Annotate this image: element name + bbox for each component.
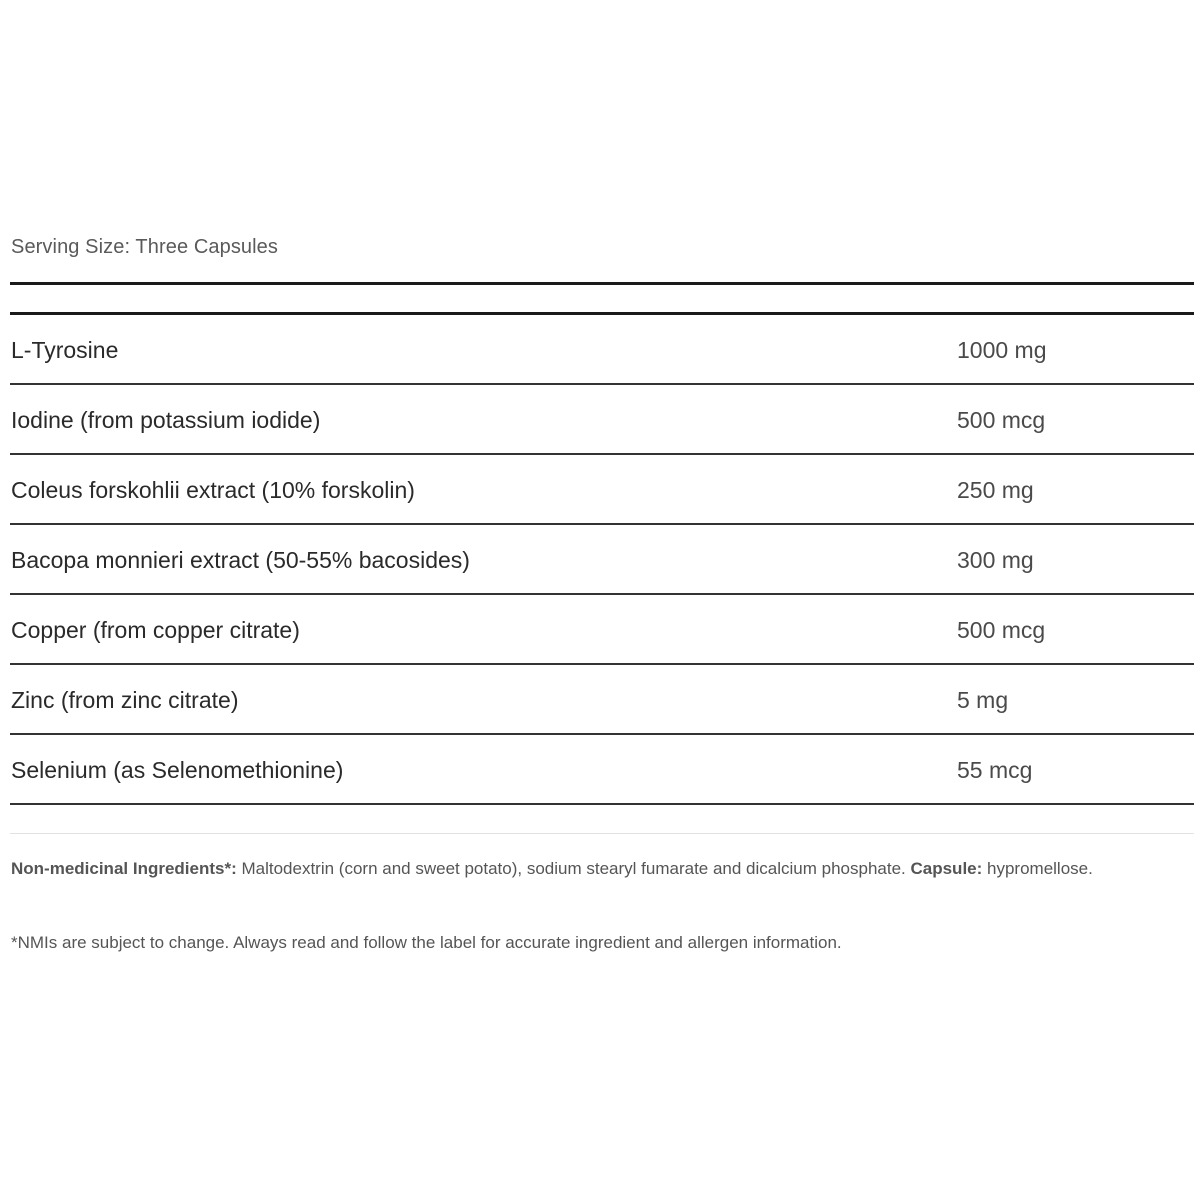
nmi-label: Non-medicinal Ingredients*: xyxy=(11,859,237,878)
ingredient-amount: 300 mg xyxy=(957,547,1034,573)
footnote: *NMIs are subject to change. Always read and follow the label for accurate ingredient and allergen information. xyxy=(11,933,842,952)
table-row xyxy=(10,735,1194,805)
non-medicinal-ingredients xyxy=(11,859,1200,879)
ingredient-name: L-Tyrosine xyxy=(11,337,119,363)
ingredient-name: Bacopa monnieri extract (50-55% bacosides) xyxy=(11,547,470,573)
ingredient-name: Selenium (as Selenomethionine) xyxy=(11,757,344,783)
table-row xyxy=(10,315,1194,385)
nmi-text: Maltodextrin (corn and sweet potato), sodium stearyl fumarate and dicalcium phosphate. xyxy=(236,859,911,878)
serving-size: Serving Size: Three Capsules xyxy=(11,236,279,258)
table-row xyxy=(10,455,1194,525)
capsule-label: Capsule: xyxy=(910,859,983,878)
table-row xyxy=(10,665,1194,735)
ingredient-amount: 250 mg xyxy=(957,477,1034,503)
table-row xyxy=(10,595,1194,665)
ingredient-amount: 500 mcg xyxy=(957,407,1046,433)
ingredient-name: Copper (from copper citrate) xyxy=(11,617,300,643)
capsule-text: hypromellose. xyxy=(982,859,1093,878)
ingredient-amount: 55 mcg xyxy=(957,757,1033,783)
ingredient-amount: 1000 mg xyxy=(957,337,1047,363)
divider-top xyxy=(10,282,1194,285)
divider-light xyxy=(10,833,1194,834)
ingredient-amount: 5 mg xyxy=(957,687,1009,713)
ingredient-name: Iodine (from potassium iodide) xyxy=(11,407,321,433)
table-row xyxy=(10,525,1194,595)
ingredient-name: Coleus forskohlii extract (10% forskolin) xyxy=(11,477,415,503)
ingredient-table xyxy=(10,315,1194,805)
table-row xyxy=(10,385,1194,455)
ingredient-amount: 500 mcg xyxy=(957,617,1046,643)
ingredient-name: Zinc (from zinc citrate) xyxy=(11,687,239,713)
